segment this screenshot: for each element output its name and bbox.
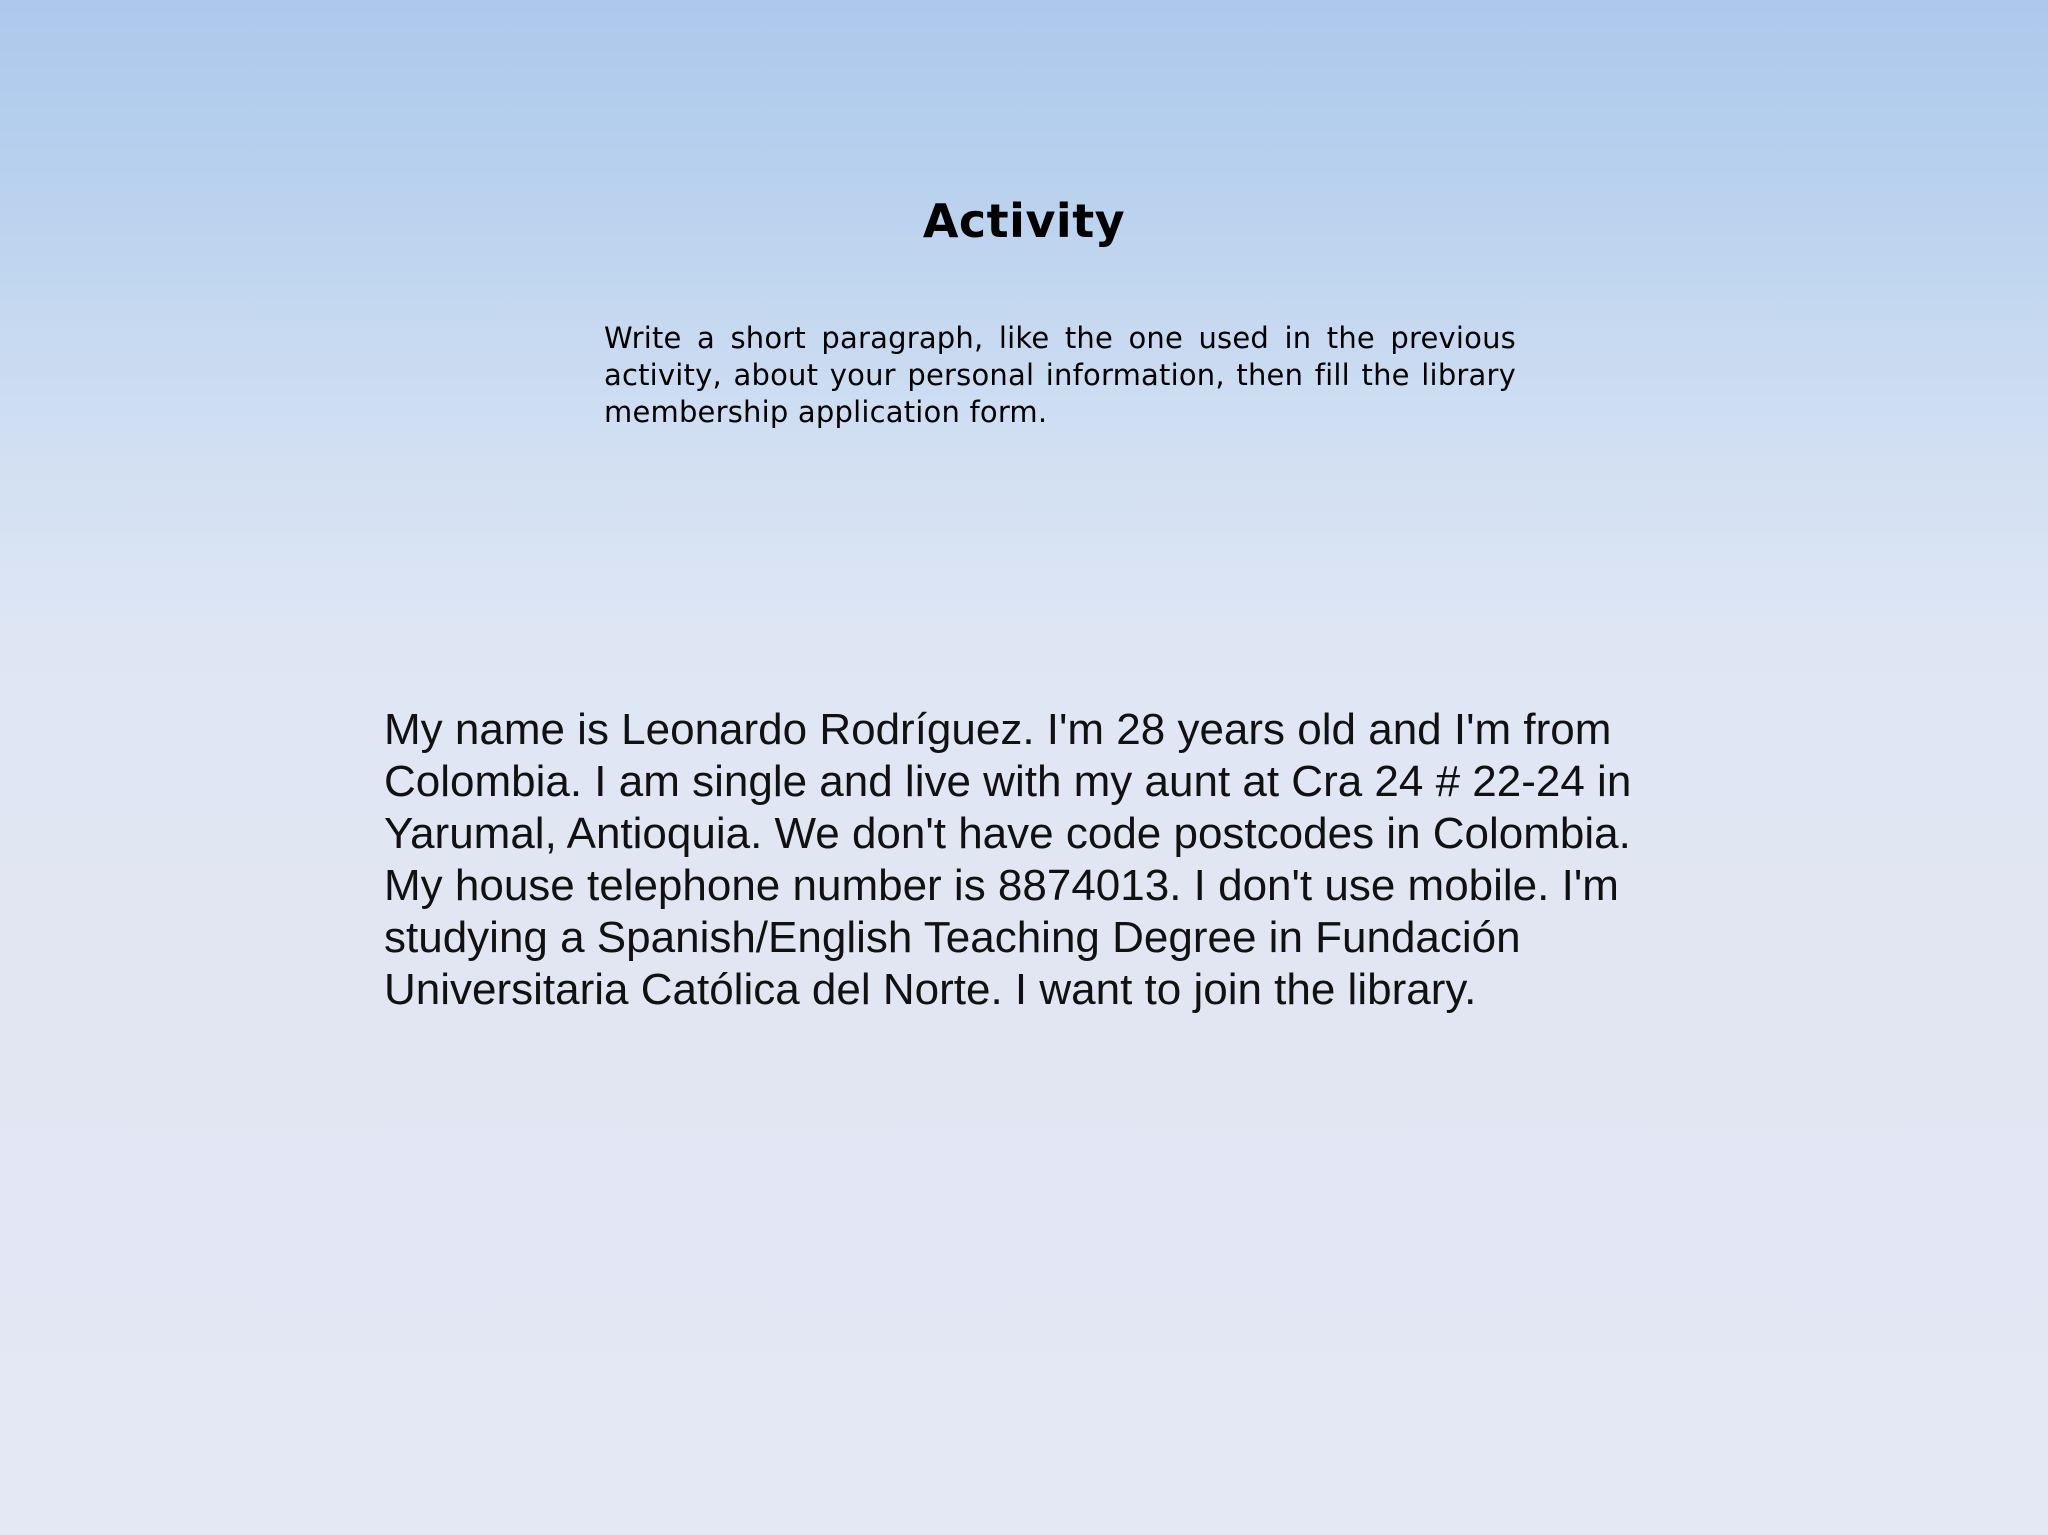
personal-information-paragraph: My name is Leonardo Rodríguez. I'm 28 years old and I'm from Colombia. I am single and live with my aunt at Cra 24 # 22-24 in Yarumal, Antioquia. We don't have code postcodes in Colombia. My house telephone number is 8874013. I don't use mobile. I'm studying a Spanish/English Teaching Degree in Fundación Universitaria Católica del Norte. I want to join the library.: [384, 705, 1632, 1014]
activity-instructions: Write a short paragraph, like the one used in the previous activity, about your personal information, then fill the library membership application form.: [604, 321, 1516, 429]
slide-title: Activity: [922, 194, 1126, 248]
